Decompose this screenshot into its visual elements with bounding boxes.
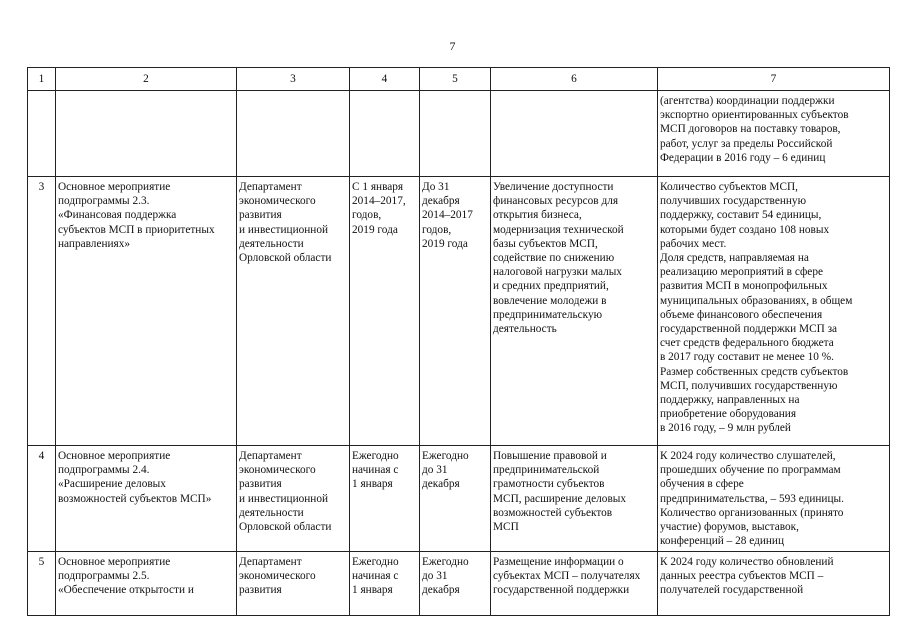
text-line: в 2017 году составит не менее 10 %. (660, 351, 834, 364)
indicator-cell (658, 552, 890, 616)
result-cell (491, 446, 658, 552)
measure-cell (56, 177, 237, 446)
text-line: приобретение оборудования (660, 408, 797, 421)
text-line: начиная с (352, 570, 399, 583)
result-cell (491, 177, 658, 446)
text-line: годов, (422, 223, 452, 236)
end-date-cell (420, 177, 491, 446)
text-line: получателей государственной (660, 584, 804, 597)
header-cell: 4 (350, 68, 420, 91)
header-cell: 7 (658, 68, 890, 91)
text-line: и инвестиционной (239, 492, 329, 505)
text-line: обучения в сфере (660, 478, 744, 491)
text-line: поддержку, составит 54 единицы, (660, 209, 822, 222)
executor-cell (237, 177, 350, 446)
text-line: Количество субъектов МСП, (660, 181, 798, 193)
header-cell: 1 (28, 68, 56, 91)
row-number (28, 91, 56, 177)
text-line: декабря (422, 195, 460, 208)
text-line: субъектах МСП – получателях (493, 570, 641, 583)
table-row (28, 446, 890, 552)
text-line: 2014–2017 (422, 209, 473, 222)
text-line: «Обеспечение открытости и (58, 584, 194, 597)
text-line: 2014–2017, (352, 195, 406, 208)
text-line: возможностей субъектов МСП» (58, 492, 212, 505)
text-line: Увеличение доступности (493, 181, 614, 193)
text-line: Доля средств, направляемая на (660, 252, 809, 265)
end-date-cell (420, 552, 491, 616)
table-row (28, 177, 890, 446)
executor-cell (237, 446, 350, 552)
text-line: подпрограммы 2.4. (58, 464, 150, 477)
result-cell (491, 552, 658, 616)
text-line: работ, услуг за пределы Российской (660, 137, 833, 150)
text-line: развития (239, 478, 282, 491)
header-cell: 3 (237, 68, 350, 91)
header-cell: 2 (56, 68, 237, 91)
text-line: до 31 (422, 570, 448, 583)
text-line: К 2024 году количество обновлений (660, 556, 834, 568)
text-line: деятельности (239, 237, 304, 250)
row-number: 4 (28, 446, 56, 552)
row-number: 5 (28, 552, 56, 616)
text-line: С 1 января (352, 181, 404, 193)
text-line: МСП, расширение деловых (493, 492, 627, 505)
text-line: (агентства) координации поддержки (660, 95, 835, 107)
header-cell: 6 (491, 68, 658, 91)
measure-cell (56, 91, 237, 177)
text-line: рабочих мест. (660, 237, 727, 250)
text-line: 1 января (352, 584, 393, 597)
text-line: Ежегодно (422, 556, 469, 568)
executor-cell (237, 552, 350, 616)
text-line: возможностей субъектов (493, 506, 613, 519)
header-row (28, 68, 890, 91)
end-date-cell (420, 91, 491, 177)
text-line: «Финансовая поддержка (58, 209, 177, 222)
text-line: подпрограммы 2.3. (58, 195, 150, 208)
text-line: годов, (352, 209, 382, 222)
text-line: Основное мероприятие (58, 556, 171, 568)
indicator-cell (658, 91, 890, 177)
text-line: предпринимательства, – 593 единицы. (660, 492, 844, 505)
text-line: вовлечение молодежи в (493, 294, 607, 307)
text-line: муниципальных образованиях, в общем (660, 294, 853, 307)
text-line: До 31 (422, 181, 450, 193)
text-line: Ежегодно (422, 450, 469, 462)
start-date-cell (350, 552, 420, 616)
text-line: прошедших обучение по программам (660, 464, 841, 477)
text-line: поддержку, направленных на (660, 394, 800, 407)
text-line: модернизация технической (493, 223, 624, 236)
text-line: финансовых ресурсов для (493, 195, 619, 208)
text-line: участие) форумов, выставок, (660, 521, 799, 534)
text-line: подпрограммы 2.5. (58, 570, 150, 583)
text-line: государственной поддержки (493, 584, 630, 597)
start-date-cell (350, 446, 420, 552)
text-line: Ежегодно (352, 450, 399, 462)
row-number: 3 (28, 177, 56, 446)
text-line: Основное мероприятие (58, 181, 171, 193)
indicator-cell (658, 446, 890, 552)
text-line: содействие по снижению (493, 252, 615, 265)
page-number: 7 (449, 39, 456, 53)
text-line: экономического (239, 195, 316, 208)
text-line: развития МСП в монопрофильных (660, 280, 828, 293)
text-line: налоговой нагрузки малых (493, 266, 622, 279)
text-line: экономического (239, 570, 316, 583)
text-line: 2019 года (422, 237, 468, 250)
table-row (28, 91, 890, 177)
measures-table (27, 67, 890, 616)
text-line: деятельности (239, 506, 304, 519)
text-line: реализацию мероприятий в сфере (660, 266, 823, 279)
text-line: экспортно ориентированных субъектов (660, 109, 849, 122)
executor-cell (237, 91, 350, 177)
text-line: Количество организованных (принято (660, 506, 844, 519)
text-line: Департамент (239, 450, 302, 462)
table-row (28, 552, 890, 616)
text-line: начиная с (352, 464, 399, 477)
text-line: до 31 (422, 464, 448, 477)
result-cell (491, 91, 658, 177)
text-line: МСП договоров на поставку товаров, (660, 123, 841, 136)
text-line: базы субъектов МСП, (493, 237, 598, 250)
text-line: Департамент (239, 181, 302, 193)
start-date-cell (350, 177, 420, 446)
text-line: и средних предприятий, (493, 280, 609, 293)
text-line: МСП (493, 521, 519, 534)
text-line: конференций – 28 единиц (660, 535, 785, 548)
text-line: Основное мероприятие (58, 450, 171, 462)
measure-cell (56, 552, 237, 616)
text-line: декабря (422, 584, 460, 597)
text-line: и инвестиционной (239, 223, 329, 236)
header-cell: 5 (420, 68, 491, 91)
text-line: субъектов МСП в приоритетных (58, 223, 215, 236)
text-line: Ежегодно (352, 556, 399, 568)
text-line: деятельность (493, 323, 557, 336)
text-line: счет средств федерального бюджета (660, 337, 834, 350)
text-line: Размещение информации о (493, 556, 624, 568)
text-line: развития (239, 584, 282, 597)
text-line: получивших государственную (660, 195, 807, 208)
text-line: Департамент (239, 556, 302, 568)
text-line: 1 января (352, 478, 393, 491)
text-line: Орловской области (239, 521, 332, 534)
text-line: 2019 года (352, 223, 398, 236)
text-line: Орловской области (239, 252, 332, 265)
end-date-cell (420, 446, 491, 552)
text-line: Повышение правовой и (493, 450, 607, 462)
text-line: грамотности субъектов (493, 478, 605, 491)
text-line: декабря (422, 478, 460, 491)
text-line: данных реестра субъектов МСП – (660, 570, 824, 583)
text-line: развития (239, 209, 282, 222)
text-line: «Расширение деловых (58, 478, 166, 491)
text-line: экономического (239, 464, 316, 477)
text-line: МСП, получивших государственную (660, 379, 838, 392)
text-line: предпринимательскую (493, 308, 603, 321)
text-line: государственной поддержки МСП за (660, 323, 838, 336)
indicator-cell (658, 177, 890, 446)
measure-cell (56, 446, 237, 552)
text-line: Размер собственных средств субъектов (660, 365, 849, 378)
text-line: в 2016 году, – 9 млн рублей (660, 422, 791, 435)
text-line: объеме финансового обеспечения (660, 308, 823, 321)
start-date-cell (350, 91, 420, 177)
text-line: которыми будет создано 108 новых (660, 223, 830, 236)
text-line: К 2024 году количество слушателей, (660, 450, 836, 462)
text-line: открытия бизнеса, (493, 209, 582, 222)
text-line: направлениях» (58, 237, 131, 250)
text-line: предпринимательской (493, 464, 600, 477)
text-line: Федерации в 2016 году – 6 единиц (660, 151, 826, 164)
